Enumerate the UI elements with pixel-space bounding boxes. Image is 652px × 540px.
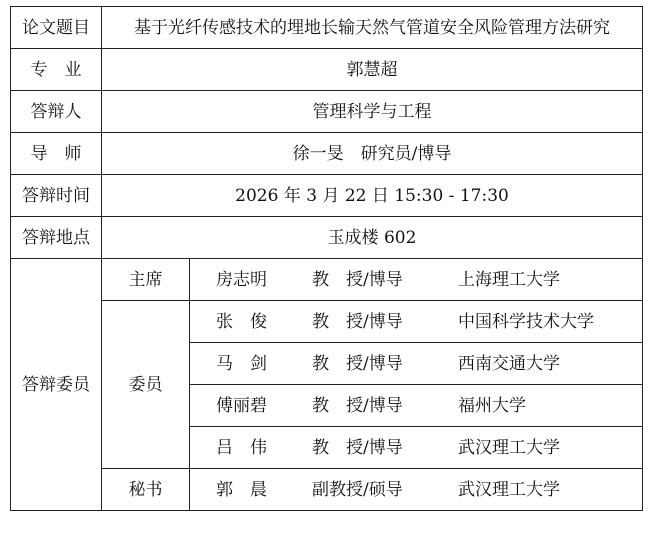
- member-name: 郭 晨: [216, 479, 267, 500]
- member-title: 教 授/博导: [312, 395, 403, 416]
- member-name: 吕 伟: [216, 437, 267, 458]
- value-candidate: 管理科学与工程: [102, 91, 643, 133]
- member-org: 上海理工大学: [458, 269, 560, 290]
- member-name: 房志明: [216, 269, 267, 290]
- member-title: 教 授/博导: [312, 311, 403, 332]
- member-name: 马 剑: [216, 353, 267, 374]
- row-advisor: [11, 133, 643, 175]
- member-title: 副教授/硕导: [312, 479, 403, 500]
- committee-entry: [190, 259, 643, 301]
- label-candidate: 答辩人: [11, 91, 102, 133]
- committee-entry: [190, 427, 643, 469]
- value-thesis-title: 基于光纤传感技术的埋地长输天然气管道安全风险管理方法研究: [102, 7, 643, 49]
- member-org: 西南交通大学: [458, 353, 560, 374]
- label-thesis-title: 论文题目: [11, 7, 102, 49]
- committee-entry: [190, 385, 643, 427]
- row-committee-member: [11, 301, 643, 343]
- value-defense-location: 玉成楼 602: [102, 217, 643, 259]
- role-secretary: 秘书: [102, 469, 190, 511]
- row-candidate: [11, 91, 643, 133]
- row-major: [11, 49, 643, 91]
- member-title: 教 授/博导: [312, 437, 403, 458]
- label-committee: 答辩委员: [11, 259, 102, 511]
- value-major: 郭慧超: [102, 49, 643, 91]
- row-defense-time: [11, 175, 643, 217]
- member-name: 傅丽碧: [216, 395, 267, 416]
- role-chair: 主席: [102, 259, 190, 301]
- label-defense-time: 答辩时间: [11, 175, 102, 217]
- member-title: 教 授/博导: [312, 269, 403, 290]
- committee-entry: [190, 301, 643, 343]
- row-committee-secretary: [11, 469, 643, 511]
- role-member: 委员: [102, 301, 190, 469]
- value-defense-time: 2026 年 3 月 22 日 15:30 - 17:30: [102, 175, 643, 217]
- member-org: 武汉理工大学: [458, 437, 560, 458]
- committee-entry: [190, 469, 643, 511]
- member-org: 福州大学: [458, 395, 526, 416]
- defense-info-table: [10, 6, 643, 511]
- member-title: 教 授/博导: [312, 353, 403, 374]
- row-defense-location: [11, 217, 643, 259]
- row-thesis-title: [11, 7, 643, 49]
- label-defense-location: 答辩地点: [11, 217, 102, 259]
- row-committee-chair: [11, 259, 643, 301]
- member-org: 武汉理工大学: [458, 479, 560, 500]
- label-advisor: 导 师: [11, 133, 102, 175]
- member-name: 张 俊: [216, 311, 267, 332]
- label-major: 专 业: [11, 49, 102, 91]
- value-advisor: 徐一旻 研究员/博导: [102, 133, 643, 175]
- member-org: 中国科学技术大学: [458, 311, 594, 332]
- committee-entry: [190, 343, 643, 385]
